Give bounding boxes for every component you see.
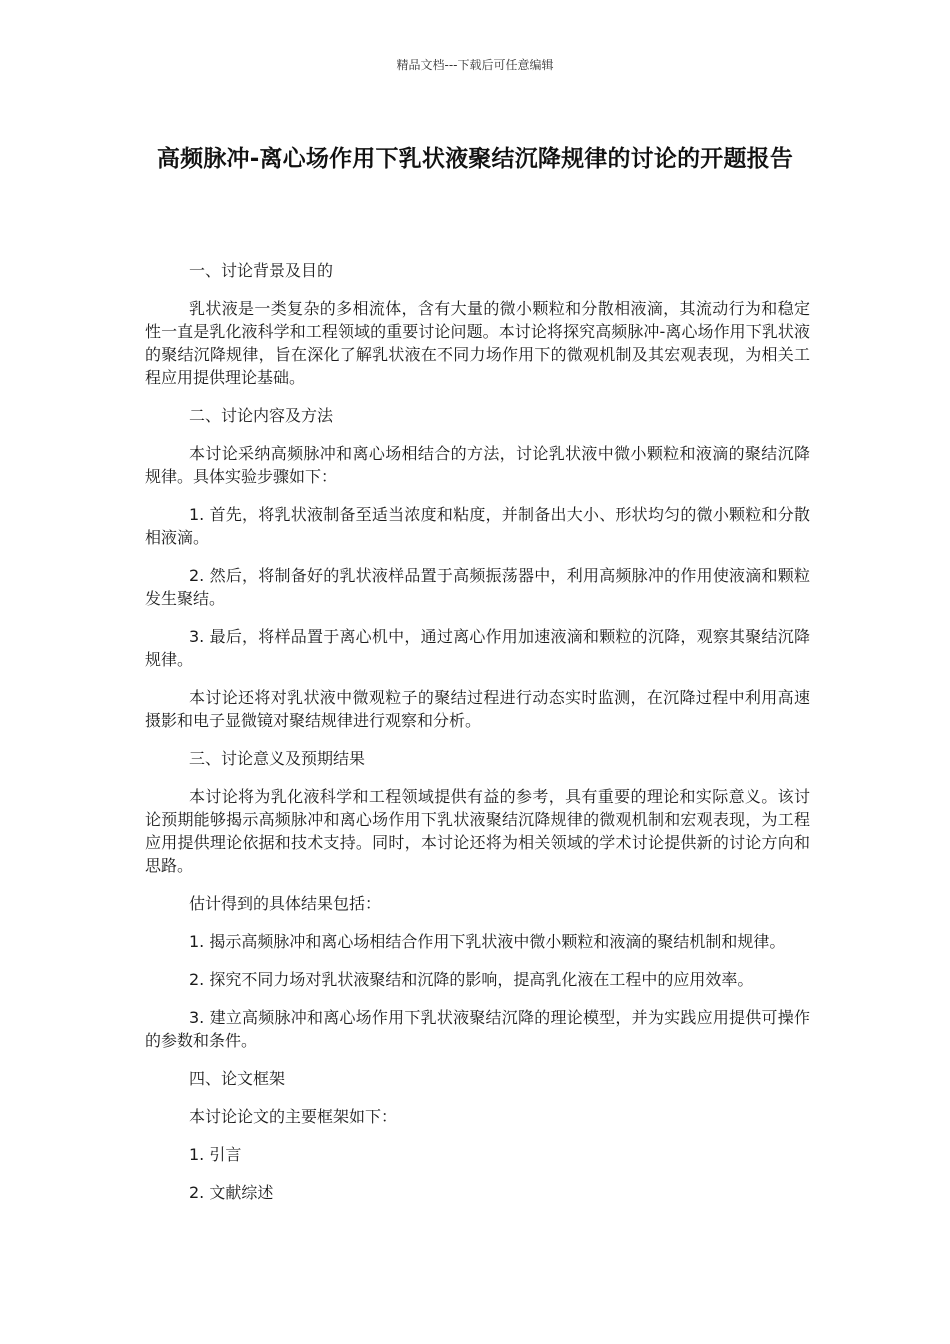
- method-step-2: 2. 然后，将制备好的乳状液样品置于高频振荡器中，利用高频脉冲的作用使液滴和颗粒发生聚结。: [145, 566, 810, 608]
- method-step-1: 1. 首先，将乳状液制备至适当浓度和粘度，并制备出大小、形状均匀的微小颗粒和分散相液滴。: [145, 505, 810, 547]
- document-title: 高频脉冲-离心场作用下乳状液聚结沉降规律的讨论的开题报告: [156, 146, 794, 172]
- paragraph-monitoring: 本讨论还将对乳状液中微观粒子的聚结过程进行动态实时监测，在沉降过程中利用高速摄影和电子显微镜对聚结规律进行观察和分析。: [145, 688, 810, 730]
- expected-result-1: 1. 揭示高频脉冲和离心场相结合作用下乳状液中微小颗粒和液滴的聚结机制和规律。: [189, 932, 786, 951]
- paragraph-expected-results-intro: 估计得到的具体结果包括：: [189, 894, 382, 913]
- section-heading-significance: 三、讨论意义及预期结果: [189, 749, 366, 768]
- expected-result-3: 3. 建立高频脉冲和离心场作用下乳状液聚结沉降的理论模型，并为实践应用提供可操作的参数和条件。: [145, 1008, 810, 1050]
- paragraph-methods-intro: 本讨论采纳高频脉冲和离心场相结合的方法，讨论乳状液中微小颗粒和液滴的聚结沉降规律。具体实验步骤如下：: [145, 444, 810, 486]
- expected-result-2: 2. 探究不同力场对乳状液聚结和沉降的影响，提高乳化液在工程中的应用效率。: [189, 970, 754, 989]
- paragraph-framework-intro: 本讨论论文的主要框架如下：: [189, 1107, 398, 1126]
- paragraph-significance: 本讨论将为乳化液科学和工程领域提供有益的参考，具有重要的理论和实际意义。该讨论预期能够揭示高频脉冲和离心场作用下乳状液聚结沉降规律的微观机制和宏观表现，为工程应用提供理论依据和技术支持。同时，本讨论还将为相关领域的学术讨论提供新的讨论方向和思路。: [145, 787, 810, 875]
- section-heading-framework: 四、论文框架: [189, 1069, 286, 1088]
- document-body: [145, 259, 810, 1219]
- page-header-note: 精品文档---下载后可任意编辑: [396, 58, 554, 72]
- section-heading-background: 一、讨论背景及目的: [189, 261, 334, 280]
- section-heading-methods: 二、讨论内容及方法: [189, 406, 334, 425]
- paragraph-background: 乳状液是一类复杂的多相流体，含有大量的微小颗粒和分散相液滴，其流动行为和稳定性一直是乳化液科学和工程领域的重要讨论问题。本讨论将探究高频脉冲-离心场作用下乳状液的聚结沉降规律，旨在深化了解乳状液在不同力场作用下的微观机制及其宏观表现，为相关工程应用提供理论基础。: [145, 299, 810, 387]
- framework-item-2: 2. 文献综述: [189, 1183, 274, 1202]
- framework-item-1: 1. 引言: [189, 1145, 242, 1164]
- method-step-3: 3. 最后，将样品置于离心机中，通过离心作用加速液滴和颗粒的沉降，观察其聚结沉降规律。: [145, 627, 810, 669]
